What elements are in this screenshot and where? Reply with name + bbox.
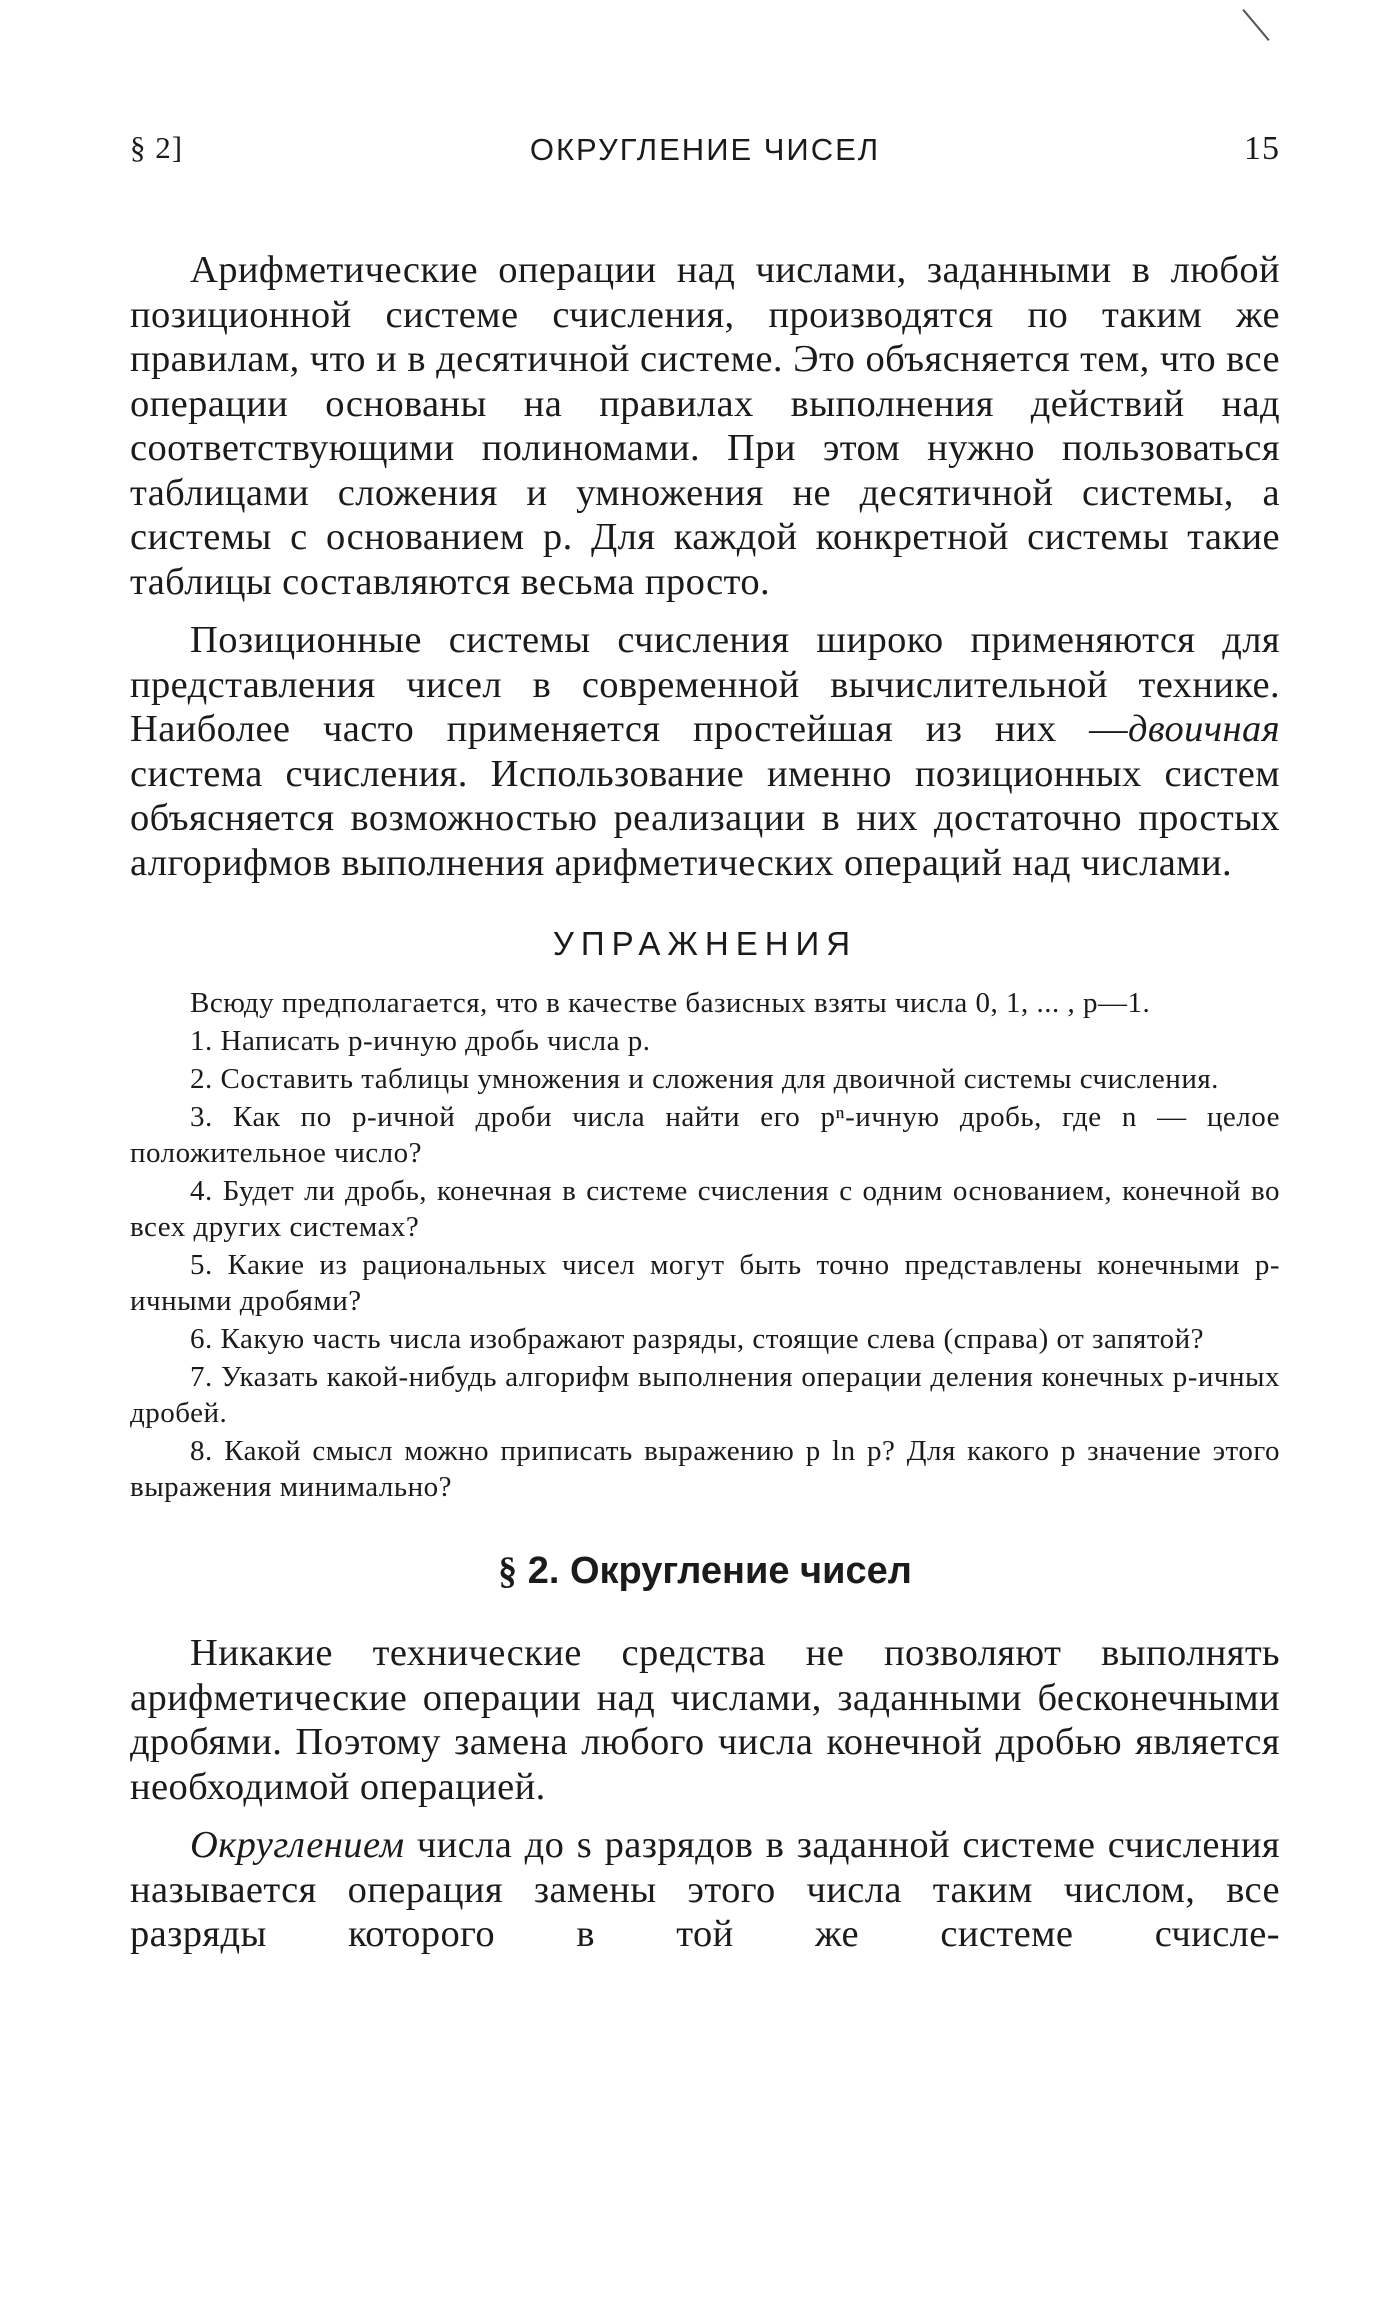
exercise-item: 6. Какую часть числа изображают разряды, стоящие слева (справа) от запятой? — [190, 1323, 1205, 1355]
paragraph-text: Позиционные системы счисления широко применяются для представления чисел в современной вычислительной технике. Наиболее часто применяется простейшая из них — — [130, 619, 1280, 750]
intro-text — [130, 248, 1280, 885]
paragraph-text: числа до s разрядов в заданной системе счисления называется операция замены этого числа таким числом, все разряды которого в той же системе счисле- — [130, 1824, 1280, 1955]
section-sign: § — [498, 1550, 518, 1592]
exercise-item: 8. Какой смысл можно приписать выражению p ln p? Для какого p значение этого выражения минимально? — [130, 1435, 1280, 1503]
emphasis: Округлением — [190, 1824, 405, 1866]
running-title: ОКРУГЛЕНИЕ ЧИСЕЛ — [529, 132, 881, 167]
paragraph: Никакие технические средства не позволяют выполнять арифметические операции над числами, заданными бесконечными дробями. Поэтому замена любого числа конечной дробью является необходимой операцией. — [130, 1632, 1280, 1808]
paragraph — [130, 618, 1280, 885]
section-heading — [130, 1549, 1280, 1593]
section-title-text: 2. Округление чисел — [527, 1550, 912, 1592]
exercises-list — [130, 985, 1280, 1505]
exercises-heading: УПРАЖНЕНИЯ — [552, 925, 858, 962]
paragraph-text: система счисления. Использование именно позиционных систем объясняется возможностью реализации в них достаточно простых алгорифмов выполнения арифметических операций над числами. — [130, 752, 1280, 884]
exercise-item: 5. Какие из рациональных чисел могут быть точно представлены конечными p-ичными дробями? — [130, 1249, 1280, 1317]
exercise-item: 3. Как по p-ичной дроби числа найти его pⁿ-ичную дробь, где n — целое положительное число? — [130, 1101, 1280, 1169]
page-number: 15 — [1244, 130, 1280, 167]
section2-text — [130, 1631, 1280, 1957]
exercise-item: 1. Написать p-ичную дробь числа p. — [190, 1025, 651, 1057]
paragraph: Арифметические операции над числами, заданными в любой позиционной системе счисления, производятся по таким же правилам, что и в десятичной системе. Это объясняется тем, что все операции основаны на правилах выполнения действий над соответствующими полиномами. При этом нужно пользоваться таблицами сложения и умножения не десятичной системы, а системы с основанием p. Для каждой конкретной системы такие таблицы составляются весьма просто. — [130, 249, 1280, 603]
emphasis: двоичная — [1128, 708, 1280, 750]
book-page — [130, 120, 1280, 1957]
section-reference: § 2] — [130, 130, 184, 165]
exercises-preamble: Всюду предполагается, что в качестве базисных взяты числа 0, 1, ... , p—1. — [190, 987, 1151, 1019]
exercise-item: 2. Составить таблицы умножения и сложения для двоичной системы счисления. — [190, 1063, 1219, 1095]
scan-mark — [1242, 9, 1269, 41]
exercise-item: 4. Будет ли дробь, конечная в системе счисления с одним основанием, конечной во всех других системах? — [130, 1175, 1280, 1243]
exercise-item: 7. Указать какой-нибудь алгорифм выполнения операции деления конечных p-ичных дробей. — [130, 1361, 1280, 1429]
paragraph — [130, 1823, 1280, 1957]
running-head — [130, 120, 1280, 170]
